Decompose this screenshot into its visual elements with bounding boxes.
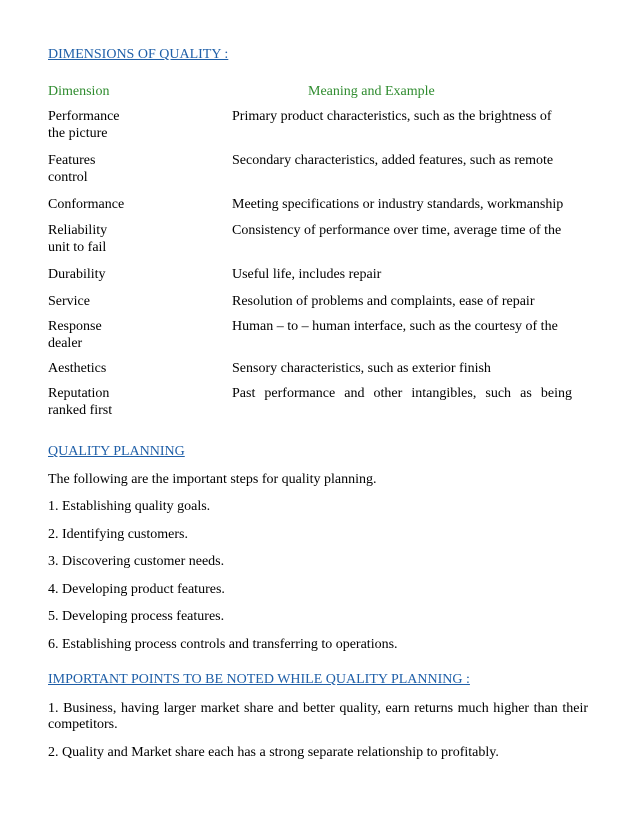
table-row-dimension: Conformance	[48, 197, 125, 212]
planning-heading: QUALITY PLANNING	[48, 444, 185, 459]
list-item: 2. Identifying customers.	[48, 527, 188, 542]
table-row-continuation: control	[48, 170, 88, 185]
table-row-dimension: Reputation	[48, 386, 110, 401]
list-item: 2. Quality and Market share each has a strong separate relationship to profitably.	[48, 745, 499, 760]
table-row-meaning: Meeting specifications or industry standards, workmanship	[232, 197, 564, 212]
points-heading: IMPORTANT POINTS TO BE NOTED WHILE QUALITY PLANNING :	[48, 672, 470, 687]
list-item: 3. Discovering customer needs.	[48, 554, 225, 569]
planning-intro: The following are the important steps for quality planning.	[48, 472, 377, 487]
list-item: 6. Establishing process controls and transferring to operations.	[48, 637, 398, 652]
table-header-dimension: Dimension	[48, 84, 110, 99]
table-row-continuation: unit to fail	[48, 240, 107, 255]
table-row-meaning: Consistency of performance over time, average time of the	[232, 223, 562, 238]
list-item: 1. Establishing quality goals.	[48, 499, 211, 514]
table-row-dimension: Performance	[48, 109, 120, 124]
table-row-continuation: dealer	[48, 336, 83, 351]
table-row-meaning: Sensory characteristics, such as exterior finish	[232, 361, 491, 376]
list-item: 5. Developing process features.	[48, 609, 225, 624]
table-row-dimension: Response	[48, 319, 102, 334]
table-row-dimension: Features	[48, 153, 96, 168]
dimensions-heading: DIMENSIONS OF QUALITY :	[48, 47, 229, 62]
table-row-continuation: ranked first	[48, 403, 113, 418]
table-row-dimension: Reliability	[48, 223, 108, 238]
table-row-meaning: Human – to – human interface, such as the courtesy of the	[232, 319, 558, 334]
list-item: 1. Business, having larger market share and better quality, earn returns much higher than their competitors.	[48, 701, 588, 732]
table-header-meaning: Meaning and Example	[308, 84, 435, 99]
table-row-meaning: Secondary characteristics, added features, such as remote	[232, 153, 554, 168]
table-row-meaning: Useful life, includes repair	[232, 267, 382, 282]
list-item: 4. Developing product features.	[48, 582, 225, 597]
table-row-dimension: Service	[48, 294, 90, 309]
table-row-meaning: Resolution of problems and complaints, ease of repair	[232, 294, 535, 309]
table-row-meaning: Past performance and other intangibles, such as being	[232, 386, 572, 401]
table-row-dimension: Aesthetics	[48, 361, 107, 376]
table-row-continuation: the picture	[48, 126, 108, 141]
table-row-meaning: Primary product characteristics, such as the brightness of	[232, 109, 552, 124]
table-row-dimension: Durability	[48, 267, 106, 282]
